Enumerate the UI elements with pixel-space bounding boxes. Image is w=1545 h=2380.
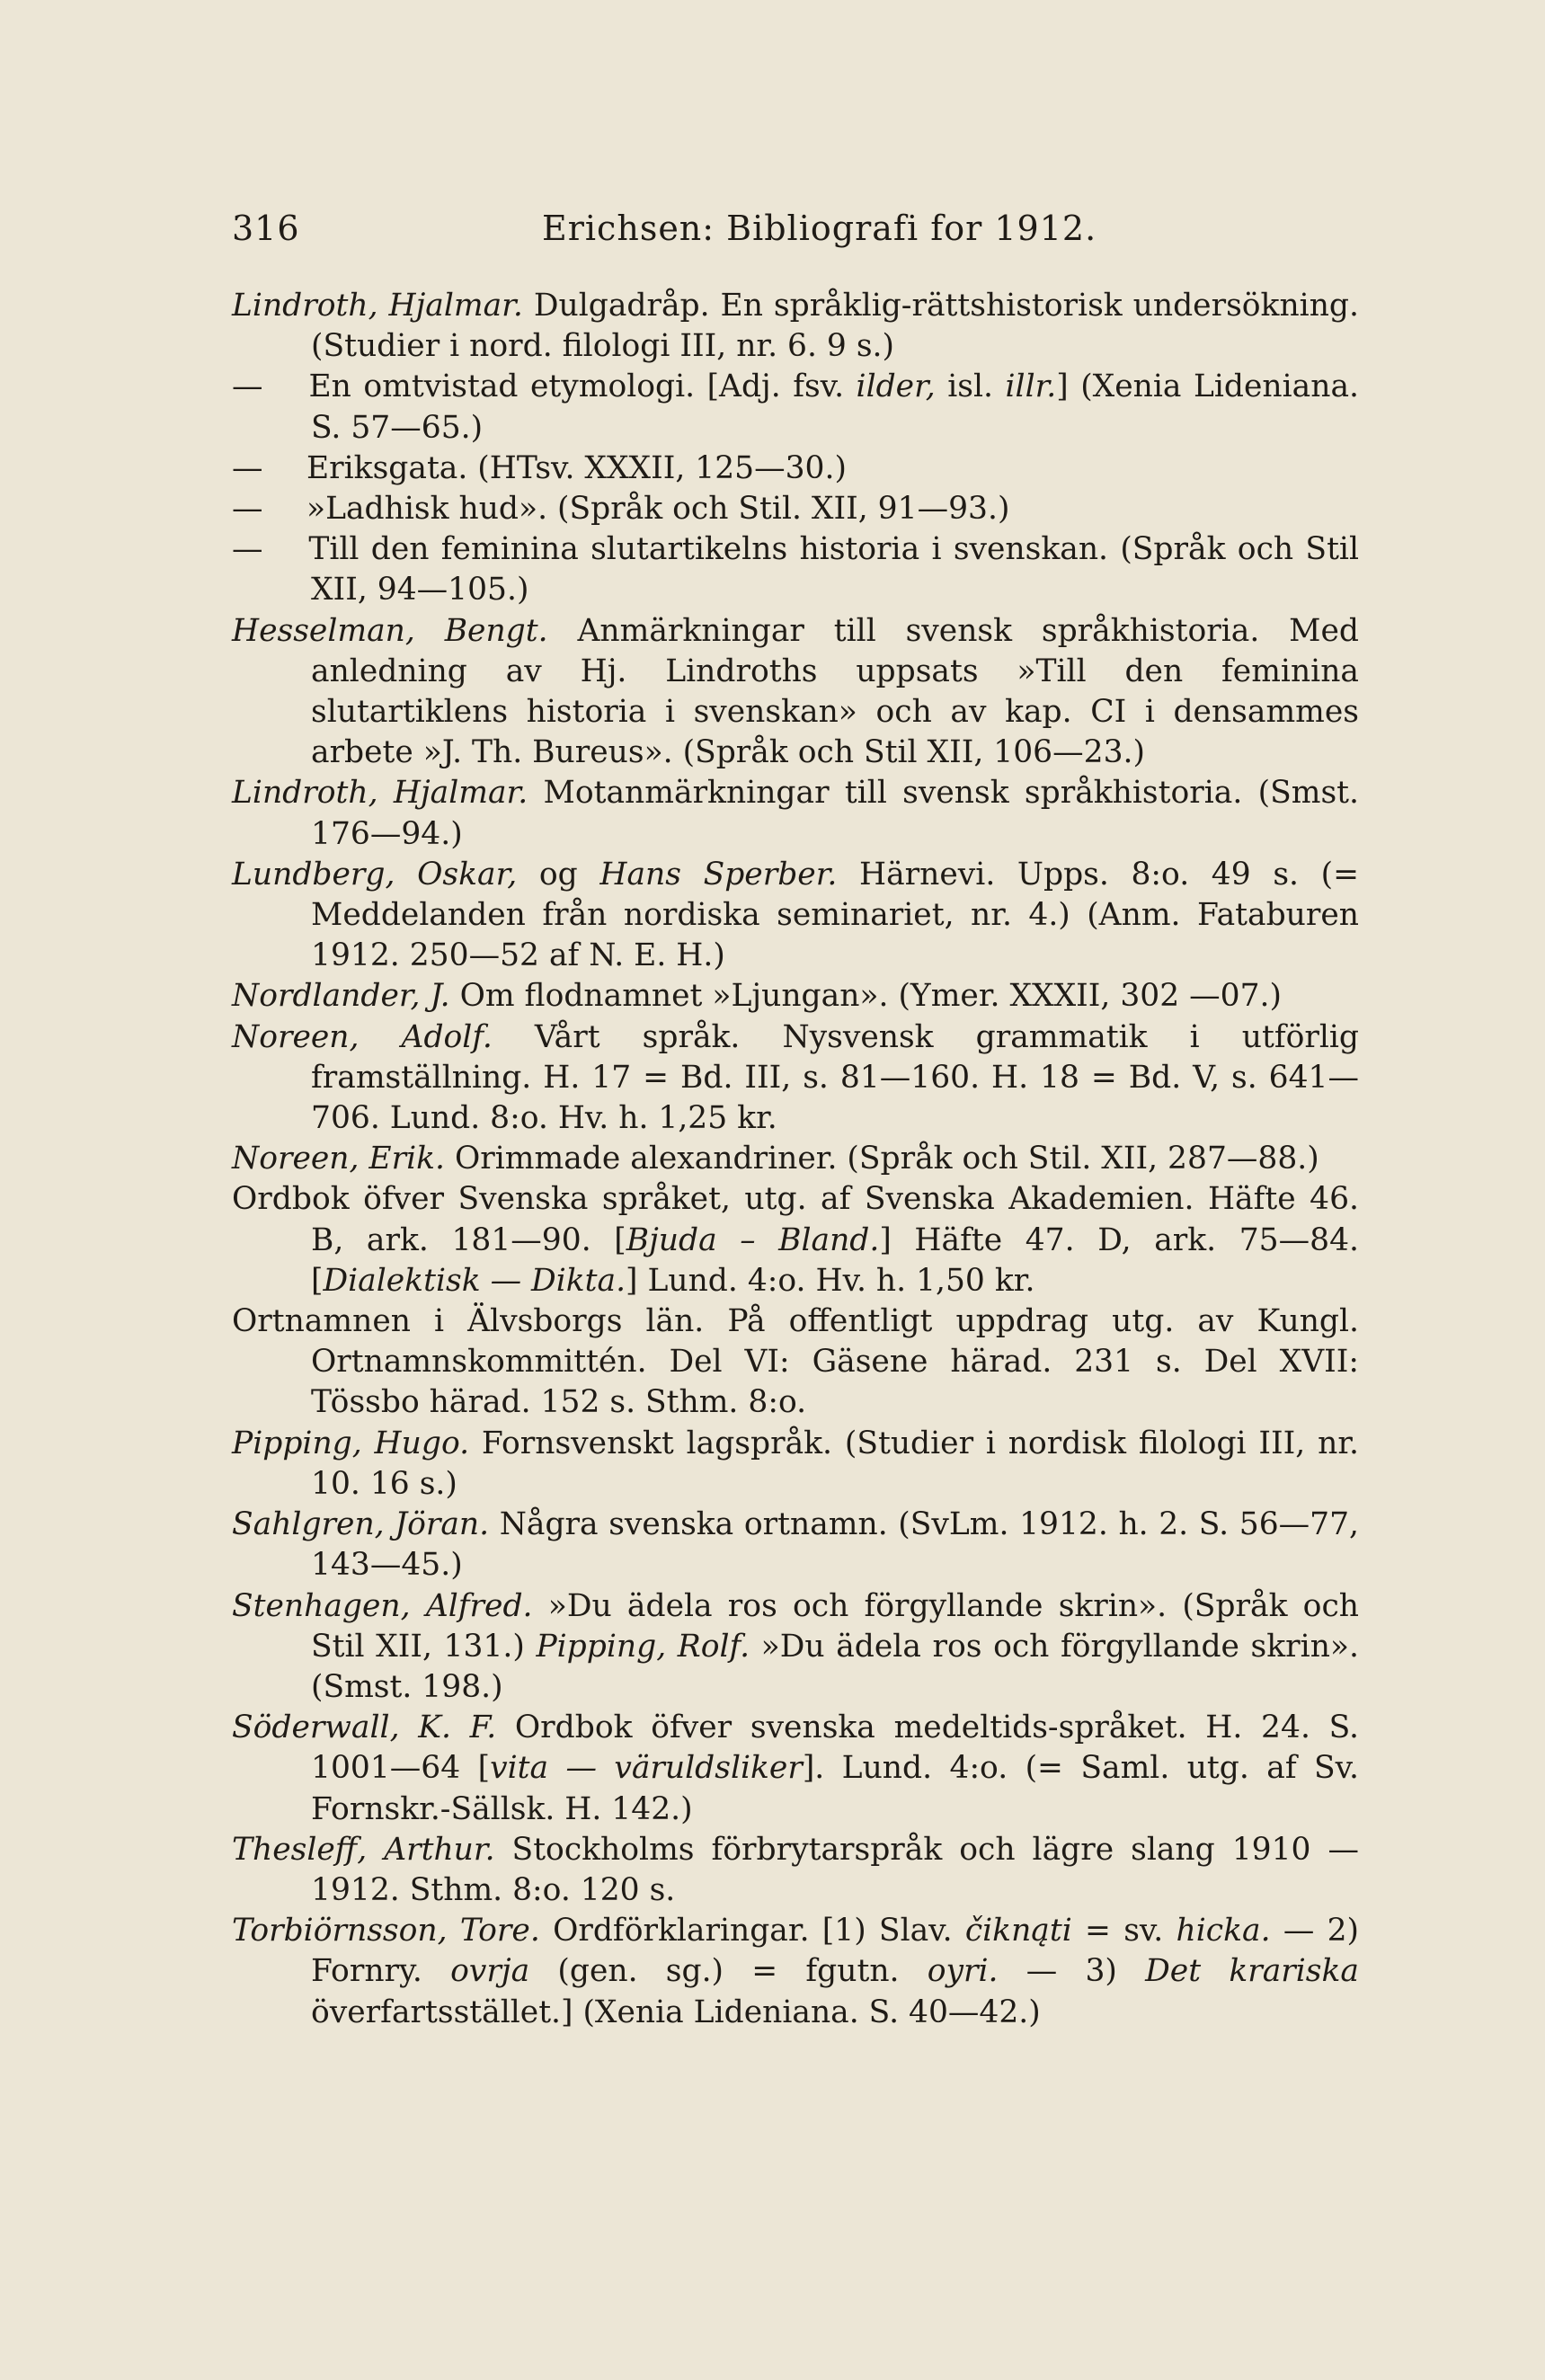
entry-text: ] Häfte 47. D, ark. 75—84. [: [311, 1221, 1359, 1299]
entry-text: Fornsvenskt lagspråk. (Studier i nordisk filologi III, nr. 10. 16 s.): [311, 1425, 1359, 1502]
entry-author: Lindroth, Hjalmar.: [232, 288, 523, 324]
entry-italic: illr.: [1005, 369, 1057, 405]
entry-author: Pipping, Hugo.: [232, 1425, 470, 1461]
bibliography-entry: [232, 976, 1359, 1017]
bibliography-entry: [232, 286, 1359, 367]
repeat-author-dash: —: [232, 449, 263, 486]
bibliography-entries: [232, 286, 1359, 2033]
entry-author: Noreen, Adolf.: [232, 1018, 493, 1055]
entry-text: — 2) Fornry.: [311, 1913, 1359, 1990]
entry-text: »Du ädela ros och förgyllande skrin». (Smst. 198.): [311, 1628, 1359, 1705]
entry-text: Vårt språk. Nysvensk grammatik i utförlig framställning. H. 17 = Bd. III, s. 81—160. H. 18 = Bd. V, s. 641—706. Lund. 8:o. Hv. h. 1,25 kr.: [311, 1018, 1360, 1137]
entry-text: Några svenska ortnamn. (SvLm. 1912. h. 2. S. 56—77, 143—45.): [311, 1506, 1360, 1584]
entry-author: Nordlander, J.: [232, 978, 450, 1015]
entry-author: Torbiörnsson, Tore.: [232, 1913, 540, 1949]
entry-text: Ordbok öfver svenska medeltids-språket. H. 24. S. 1001—64 [: [311, 1710, 1359, 1787]
bibliography-entry: [232, 1017, 1359, 1140]
entry-text: »Du ädela ros och förgyllande skrin». (Språk och Stil XII, 131.): [311, 1587, 1359, 1665]
bibliography-entry: [232, 1586, 1359, 1709]
entry-text: Motanmärkningar till svensk språkhistoria. (Smst. 176—94.): [311, 775, 1359, 852]
entry-author: Lundberg, Oskar,: [232, 856, 518, 892]
entry-italic: hicka.: [1176, 1913, 1271, 1949]
entry-text: = sv.: [1071, 1913, 1177, 1949]
entry-italic: ilder,: [856, 369, 936, 405]
repeat-author-dash: —: [232, 531, 263, 568]
bibliography-entry: [232, 1424, 1359, 1505]
entry-text: ]. Lund. 4:o. (= Saml. utg. af Sv. Fornskr.-Sällsk. H. 142.): [311, 1750, 1359, 1827]
entry-italic: oyri.: [927, 1953, 999, 1990]
entry-author: Sahlgren, Jöran.: [232, 1506, 490, 1543]
bibliography-entry: [232, 448, 1359, 489]
bibliography-entry: [232, 489, 1359, 529]
entry-text: En omtvistad etymologi. [Adj. fsv.: [297, 369, 857, 405]
entry-italic: Dialektisk — Dikta.: [323, 1262, 626, 1299]
entry-author: Lindroth, Hjalmar.: [232, 775, 528, 812]
bibliography-entry: [232, 367, 1359, 448]
bibliography-entry: [232, 1830, 1359, 1911]
bibliography-entry: [232, 1139, 1359, 1179]
entry-italic: Bjuda – Bland.: [626, 1221, 880, 1258]
entry-text: Anmärkningar till svensk språkhistoria. Med anledning av Hj. Lindroths uppsats »Till den feminina slutartiklens historia i svenskan» och av kap. CI i densammes arbete »J. Th. Bureus». (Språk och Stil XII, 106—23.): [311, 612, 1359, 771]
entry-text: Ordbok öfver Svenska språket, utg. af Svenska Akademien. Häfte 46. B, ark. 181—90. [: [232, 1181, 1359, 1258]
entry-text: Dulgadråp. En språklig-rättshistorisk undersökning. (Studier i nord. filologi III, nr. 6. 9 s.): [311, 288, 1359, 365]
entry-text: överfartsstället.] (Xenia Lideniana. S. 40—42.): [311, 1994, 1041, 2030]
entry-italic: Det krariska: [1145, 1953, 1359, 1990]
entry-text: Eriksgata. (HTsv. XXXII, 125—30.): [297, 449, 847, 486]
bibliography-entry: [232, 611, 1359, 774]
entry-text: — 3): [998, 1953, 1146, 1990]
entry-text: Till den feminina slutartikelns historia i svenskan. (Språk och Stil XII, 94—105.): [297, 531, 1359, 608]
entry-text: Ordförklaringar. [1) Slav.: [539, 1913, 965, 1949]
bibliography-entry: [232, 1179, 1359, 1301]
bibliography-entry: [232, 1708, 1359, 1830]
entry-author: Noreen, Erik.: [232, 1141, 446, 1177]
entry-text: og: [517, 856, 600, 892]
bibliography-entry: [232, 1911, 1359, 2033]
bibliography-entry: [232, 529, 1359, 610]
entry-coauthor: Hans Sperber.: [599, 856, 838, 892]
entry-coauthor: Pipping, Rolf.: [536, 1628, 750, 1665]
page-number: 316: [232, 209, 300, 248]
entry-author: Thesleff, Arthur.: [232, 1831, 495, 1868]
entry-text: »Ladhisk hud». (Språk och Stil. XII, 91—93.): [297, 491, 1010, 528]
repeat-author-dash: —: [232, 369, 263, 405]
entry-author: Stenhagen, Alfred.: [232, 1587, 533, 1624]
entry-italic: čiknąti: [964, 1913, 1072, 1949]
entry-text: isl.: [935, 369, 1006, 405]
entry-italic: ovrja: [450, 1953, 530, 1990]
entry-italic: vita — väruldsliker: [490, 1750, 803, 1787]
entry-author: Söderwall, K. F.: [232, 1710, 497, 1746]
entry-text: Orimmade alexandriner. (Språk och Stil. XII, 287—88.): [445, 1141, 1319, 1177]
entry-text: Stockholms förbrytarspråk och lägre slang 1910 —1912. Sthm. 8:o. 120 s.: [311, 1831, 1359, 1908]
entry-text: Om flodnamnet »Ljungan». (Ymer. XXXII, 302 —07.): [449, 978, 1282, 1015]
bibliography-entry: [232, 1505, 1359, 1585]
running-title: Erichsen: Bibliografi for 1912.: [542, 209, 1097, 248]
entry-text: Ortnamnen i Älvsborgs län. På offentligt uppdrag utg. av Kungl. Ortnamnskommittén. Del VI: Gäsene härad. 231 s. Del XVII: Tössbo härad. 152 s. Sthm. 8:o.: [232, 1303, 1359, 1421]
entry-text: Härnevi. Upps. 8:o. 49 s. (= Meddelanden från nordiska seminariet, nr. 4.) (Anm. Fataburen 1912. 250—52 af N. E. H.): [311, 856, 1359, 974]
entry-text: (gen. sg.) = fgutn.: [529, 1953, 928, 1990]
bibliography-entry: [232, 855, 1359, 977]
entry-text: ] (Xenia Lideniana. S. 57—65.): [311, 369, 1359, 446]
entry-text: ] Lund. 4:o. Hv. h. 1,50 kr.: [626, 1262, 1035, 1299]
entry-author: Hesselman, Bengt.: [232, 612, 548, 649]
bibliography-entry: [232, 773, 1359, 854]
repeat-author-dash: —: [232, 491, 263, 528]
bibliography-entry: [232, 1301, 1359, 1424]
